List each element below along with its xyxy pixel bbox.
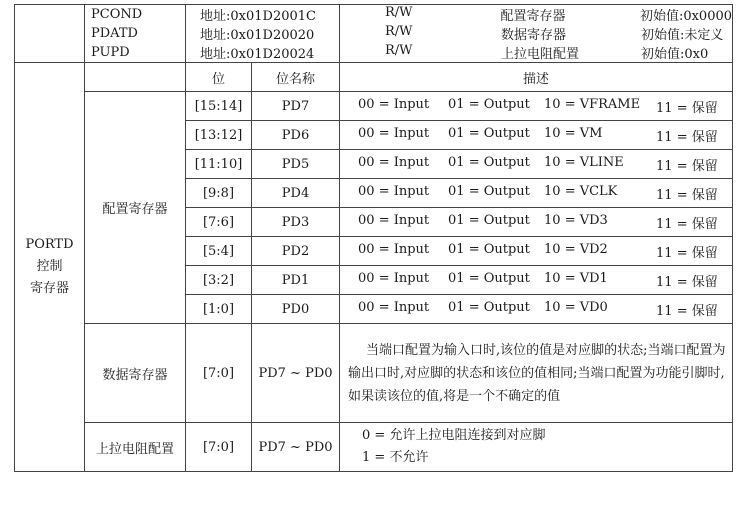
bit-name: PD5 (252, 150, 340, 179)
bit-range: [7:0] (186, 423, 252, 472)
data-register-description: 当端口配置为输入口时,该位的值是对应脚的状态;当端口配置为输出口时,对应脚的状态和该位的值相同;当端口配置为功能引脚时,如果读该位的值,将是一个不确定的值 (340, 324, 733, 423)
header-bit-name: 位名称 (252, 63, 340, 92)
bit-name: PD3 (252, 208, 340, 237)
config-row: [7:6] PD3 00 = Input 01 = Output 10 = VD3 11 = 保留 (15, 208, 733, 237)
register-row-pdatd (15, 24, 733, 43)
bit-name: PD4 (252, 179, 340, 208)
register-access: R/W (385, 43, 413, 58)
register-row-pupd (15, 43, 733, 63)
register-row-pcond (15, 5, 733, 25)
bit-name: PD2 (252, 237, 340, 266)
config-row: 配置寄存器 [15:14] PD7 00 = Input 01 = Output 10 = VFRAME 11 = 保留 (15, 92, 733, 121)
bit-range: [7:6] (186, 208, 252, 237)
register-address: 地址:0x01D20024 (200, 47, 315, 62)
register-name: PCOND (85, 5, 186, 25)
config-register-label: 配置寄存器 (85, 92, 186, 324)
register-access: R/W (385, 24, 413, 39)
register-init-value: 初始值:0x0 (641, 47, 709, 62)
bit-name: PD7 (252, 92, 340, 121)
bit-range: [3:2] (186, 266, 252, 295)
register-name: PDATD (85, 24, 186, 43)
header-bit: 位 (186, 63, 252, 92)
config-row: [11:10] PD5 00 = Input 01 = Output 10 = VLINE 11 = 保留 (15, 150, 733, 179)
bit-name: PD1 (252, 266, 340, 295)
config-row: [5:4] PD2 00 = Input 01 = Output 10 = VD2 11 = 保留 (15, 237, 733, 266)
register-description: 上拉电阻配置 (501, 47, 580, 62)
register-address: 地址:0x01D2001C (200, 9, 316, 24)
register-address: 地址:0x01D20020 (200, 28, 315, 43)
pullup-register-description: 0 = 允许上拉电阻连接到对应脚 1 = 不允许 (340, 423, 733, 472)
data-register-row (15, 324, 733, 423)
bit-name: PD0 (252, 295, 340, 324)
bit-range: [13:12] (186, 121, 252, 150)
bit-name: PD6 (252, 121, 340, 150)
bit-range: [15:14] (186, 92, 252, 121)
portd-group-label: PORTD 控制 寄存器 (15, 63, 85, 472)
column-header-row (15, 63, 733, 92)
bit-range: [7:0] (186, 324, 252, 423)
register-table-frame (14, 4, 732, 494)
bit-range: [9:8] (186, 179, 252, 208)
data-register-label: 数据寄存器 (85, 324, 186, 423)
register-access: R/W (385, 5, 413, 20)
pullup-register-row (15, 423, 733, 472)
register-description: 数据寄存器 (501, 28, 567, 43)
bit-range: [5:4] (186, 237, 252, 266)
portd-register-table (14, 4, 733, 472)
register-init-value: 初始值:未定义 (641, 28, 724, 43)
config-row: [13:12] PD6 00 = Input 01 = Output 10 = VM 11 = 保留 (15, 121, 733, 150)
pullup-register-label: 上拉电阻配置 (85, 423, 186, 472)
register-description: 配置寄存器 (500, 9, 566, 24)
register-init-value: 初始值:0x0000 (639, 9, 733, 24)
config-row: [9:8] PD4 00 = Input 01 = Output 10 = VCLK 11 = 保留 (15, 179, 733, 208)
register-name: PUPD (85, 43, 186, 63)
header-description: 描述 (340, 63, 733, 92)
bit-range: [11:10] (186, 150, 252, 179)
bit-range: [1:0] (186, 295, 252, 324)
config-row: [3:2] PD1 00 = Input 01 = Output 10 = VD1 11 = 保留 (15, 266, 733, 295)
bit-name: PD7 ~ PD0 (252, 324, 340, 423)
bit-name: PD7 ~ PD0 (252, 423, 340, 472)
config-row: [1:0] PD0 00 = Input 01 = Output 10 = VD0 11 = 保留 (15, 295, 733, 324)
